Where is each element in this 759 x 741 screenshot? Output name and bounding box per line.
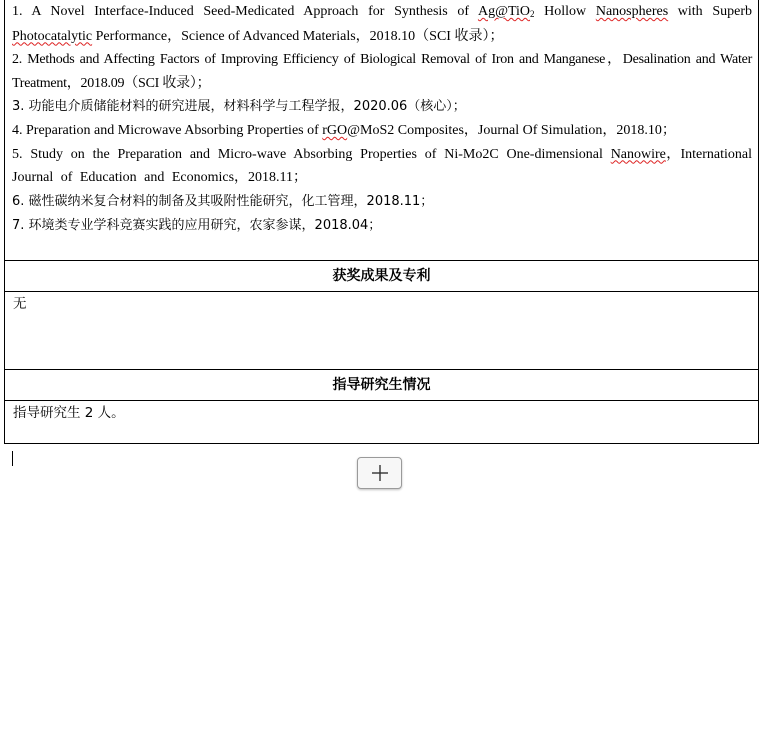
publication-text: ，International Journal of Education and Economics，2018.11； <box>12 146 753 185</box>
supervision-content[interactable]: 指导研究生 2 人。 <box>5 401 758 444</box>
publication-item[interactable] <box>12 48 752 95</box>
publication-number: 2. <box>12 52 28 67</box>
publication-text: Methods and Affecting Factors of Improving Efficiency of Biological Removal of Iron and Manganese，Desalination and Water Treatment，2018.09（SCI 收录）； <box>12 52 752 91</box>
awards-content[interactable]: 无 <box>5 292 758 370</box>
plus-icon <box>371 464 389 482</box>
publication-text: with Superb <box>668 4 753 19</box>
publication-text: Performance，Science of Advanced Materials，2018.10（SCI 收录）； <box>92 28 504 44</box>
publication-text: 功能电介质储能材料的研究进展，材料科学与工程学报，2020.06（核心）； <box>28 99 466 114</box>
publication-text: Study on the Preparation and Micro-wave Absorbing Properties of Ni-Mo2C One-dimensional <box>30 146 611 162</box>
publication-text: A Novel Interface-Induced Seed-Medicated Approach for Synthesis of <box>31 4 478 19</box>
publication-number: 5. <box>12 146 31 162</box>
awards-heading: 获奖成果及专利 <box>5 261 758 292</box>
text-cursor <box>12 451 13 466</box>
supervision-heading: 指导研究生情况 <box>5 370 758 401</box>
publication-number: 6. <box>12 193 29 209</box>
publication-item[interactable] <box>12 119 752 143</box>
publication-item[interactable] <box>12 214 752 238</box>
spellcheck-flagged-text: Nanospheres <box>595 4 669 19</box>
publication-item[interactable] <box>12 190 752 214</box>
publication-text: Hollow <box>534 4 596 19</box>
spellcheck-flagged-text: Photocatalytic <box>12 28 93 44</box>
spellcheck-flagged-text: Nanowire <box>610 146 666 162</box>
publication-item[interactable] <box>12 0 752 48</box>
publication-text: @MoS2 Composites，Journal Of Simulation，2018.10； <box>347 123 676 138</box>
publication-item[interactable] <box>12 143 752 190</box>
add-row-button[interactable] <box>357 457 402 489</box>
publication-text: 磁性碳纳米复合材料的制备及其吸附性能研究，化工管理，2018.11； <box>28 193 434 209</box>
publication-item[interactable] <box>12 95 752 119</box>
publication-number: 3. <box>12 99 29 114</box>
spellcheck-flagged-text: rGO <box>322 123 348 138</box>
publication-number: 7. <box>12 217 29 233</box>
publications-cell[interactable] <box>5 0 758 261</box>
publication-text: 2 <box>530 9 535 19</box>
publication-number: 4. <box>12 123 26 138</box>
publication-text: 环境类专业学科竞赛实践的应用研究，农家参谋，2018.04； <box>28 217 382 233</box>
spellcheck-flagged-text: Ag@TiO <box>477 4 531 19</box>
publication-number: 1. <box>12 4 32 19</box>
publication-text: Preparation and Microwave Absorbing Properties of <box>26 123 323 138</box>
document-table <box>4 0 759 444</box>
